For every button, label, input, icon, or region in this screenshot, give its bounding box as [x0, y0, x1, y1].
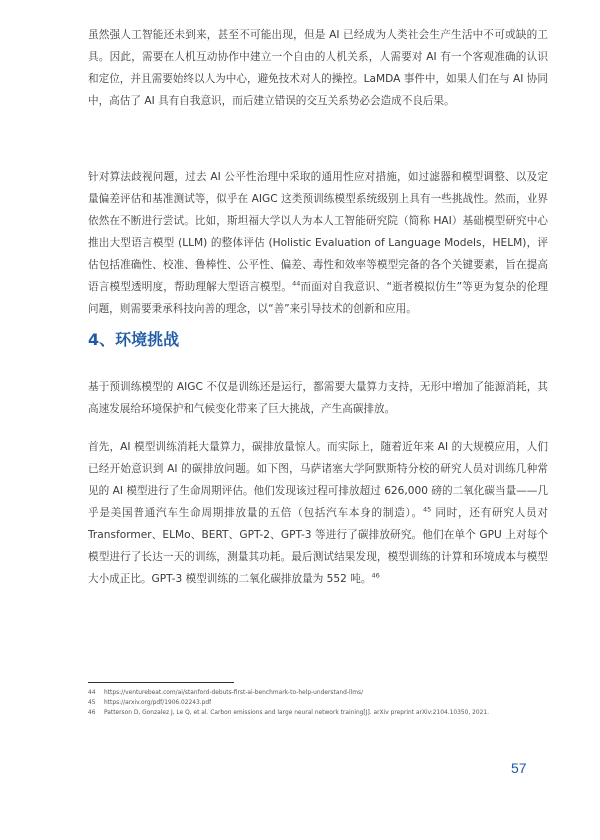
paragraph-energy-consumption: 基于预训练模型的 AIGC 不仅是训练还是运行，都需要大量算力支持，无形中增加了能源消耗，其高速发展给环境保护和气候变化带来了巨大挑战，产生高碳排放。 — [88, 381, 548, 415]
footnote-number: 44 — [88, 690, 96, 696]
paragraph-algorithm-bias — [88, 166, 548, 320]
footnote-ref-44[interactable]: 44 — [292, 279, 301, 288]
footnote-ref-46[interactable]: 46 — [371, 571, 380, 580]
paragraph-text: 首先，AI 模型训练消耗大量算力，碳排放量惊人。而实际上，随着近年来 AI 的大规模应用，人们已经开始意识到 AI 的碳排放问题。如下图，马萨诸塞大学阿默斯特分校的研究人员对训练几种常见的 AI 模型进行了生命周期评估。他们发现该过程可排放超过 626,000 磅的二氧化碳当量——几乎是美国普通汽车生命周期排放量的五倍（包括汽车本身的制造）。 — [88, 441, 548, 519]
footnotes — [88, 688, 558, 718]
footnote-number: 46 — [88, 710, 96, 716]
footnote-link[interactable]: https://venturebeat.com/ai/stanford-debuts-first-ai-benchmark-to-help-understand-llms/ — [104, 690, 364, 696]
footnote-item — [88, 708, 558, 718]
footnote-link[interactable]: https://arxiv.org/pdf/1906.02243.pdf — [104, 700, 212, 706]
section-heading: 4、环境挑战 — [88, 330, 180, 349]
page-number: 57 — [511, 760, 527, 776]
footnote-citation: Patterson D, Gonzalez J, Le Q, et al. Carbon emissions and large neural network training[J]. arXiv preprint arXiv:2104.10350, 2021. — [104, 710, 490, 716]
paragraph-carbon-emissions — [88, 436, 548, 590]
paragraph-text: 而面对自我意识、“逝者模拟仿生”等更为复杂的伦理问题，则需要秉承科技向善的理念，以“善”来引导技术的创新和应用。 — [88, 281, 548, 315]
paragraph-human-ai-relationship: 虽然强人工智能还未到来，甚至不可能出现，但是 AI 已经成为人类社会生产生活中不可或缺的工具。因此，需要在人机互动协作中建立一个自由的人机关系，人需要对 AI 有一个客观准确的认识和定位，并且需要始终以人为中心，避免技术对人的操控。LaMDA 事件中，如果人们在与 AI 协同中，高估了 AI 具有自我意识，而后建立错误的交互关系势必会造成不良后果。 — [88, 29, 548, 107]
footnote-item — [88, 688, 558, 698]
footnote-number: 45 — [88, 700, 96, 706]
footnote-item — [88, 698, 558, 708]
footnote-ref-45[interactable]: 45 — [422, 505, 432, 514]
footnote-divider — [88, 682, 234, 683]
paragraph-text: 同时，还有研究人员对 Transformer、ELMo、BERT、GPT-2、GPT-3 等进行了碳排放研究。他们在单个 GPU 上对每个模型进行了长达一天的训练，测量其功耗。最后测试结果发现，模型训练的计算和环境成本与模型大小成正比。GPT-3 模型训练的二氧化碳排放量为 552 吨。 — [88, 507, 548, 585]
paragraph-text: 针对算法歧视问题，过去 AI 公平性治理中采取的通用性应对措施，如过滤器和模型调整、以及定量偏差评估和基准测试等，似乎在 AIGC 这类预训练模型系统级别上具有一些挑战性。然而，业界依然在不断进行尝试。比如，斯坦福大学以人为本人工智能研究院（简称 HAI）基础模型研究中心推出大型语言模型 (LLM) 的整体评估 (Holistic Evaluation of Language Models，HELM)，评估包括准确性、校准、鲁棒性、公平性、偏差、毒性和效率等模型完备的各个关键要素，旨在提高语言模型透明度，帮助理解大型语言模型。 — [88, 171, 548, 293]
